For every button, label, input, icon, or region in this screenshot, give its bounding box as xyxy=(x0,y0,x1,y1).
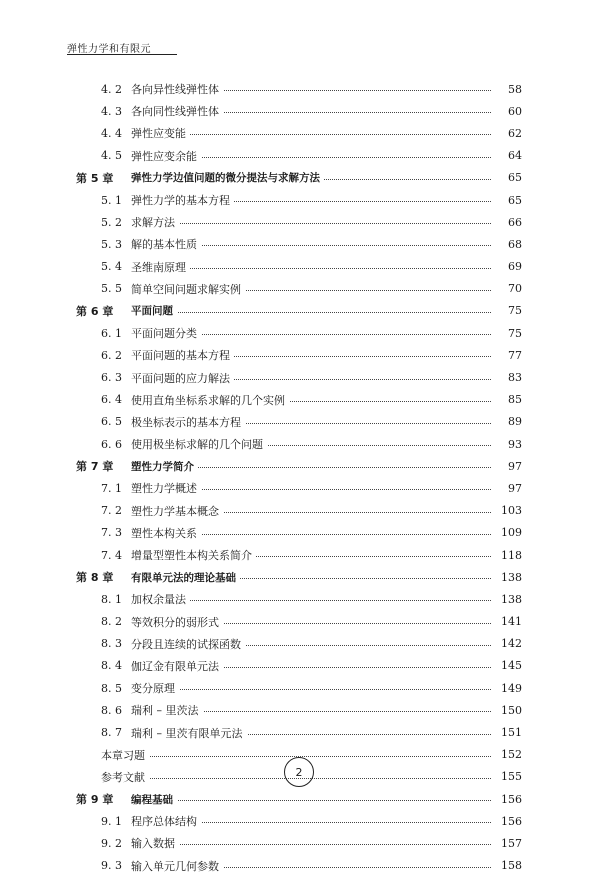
toc-entry-number: 5. 4 xyxy=(101,260,122,274)
toc-chapter-entry[interactable] xyxy=(0,788,596,810)
toc-entry-title: 平面问题 xyxy=(131,303,177,318)
toc-entry-number: 第 8 章 xyxy=(76,571,114,585)
toc-entry-number: 7. 4 xyxy=(101,548,122,562)
toc-entry-title: 塑性力学基本概念 xyxy=(131,503,223,519)
toc-entry[interactable] xyxy=(0,677,596,699)
toc-entry[interactable] xyxy=(0,189,596,211)
toc-entry-number: 6. 3 xyxy=(101,371,122,385)
toc-chapter-entry[interactable] xyxy=(0,566,596,588)
toc-entry-page: 69 xyxy=(492,260,522,273)
toc-entry[interactable] xyxy=(0,145,596,167)
toc-entry-number: 9. 3 xyxy=(101,859,122,873)
toc-entry-title: 加权余量法 xyxy=(131,591,190,607)
toc-entry[interactable] xyxy=(0,389,596,411)
toc-entry-title: 弹性力学的基本方程 xyxy=(131,192,234,208)
toc-entry-page: 89 xyxy=(492,415,522,428)
toc-entry-title: 本章习题 xyxy=(101,747,149,763)
toc-chapter-entry[interactable] xyxy=(0,300,596,322)
toc-entry-number: 第 9 章 xyxy=(76,793,114,807)
toc-entry-title: 弹性力学边值问题的微分提法与求解方法 xyxy=(131,170,324,185)
toc-entry-title: 弹性应变能 xyxy=(131,125,190,141)
toc-entry-page: 77 xyxy=(492,349,522,362)
leader-dots xyxy=(131,689,501,690)
toc-entry[interactable] xyxy=(0,522,596,544)
toc-entry-page: 75 xyxy=(492,327,522,340)
toc-entry-number: 7. 2 xyxy=(101,504,122,518)
toc-entry[interactable] xyxy=(0,411,596,433)
toc-entry[interactable] xyxy=(0,433,596,455)
leader-dots xyxy=(131,800,501,801)
toc-entry-number: 7. 3 xyxy=(101,526,122,540)
toc-entry-page: 156 xyxy=(492,815,522,828)
toc-entry-number: 4. 4 xyxy=(101,126,122,140)
toc-entry-page: 58 xyxy=(492,83,522,96)
toc-entry-title: 塑性力学概述 xyxy=(131,480,201,496)
toc-entry-page: 158 xyxy=(492,859,522,872)
toc-entry[interactable] xyxy=(0,366,596,388)
toc-entry-number: 8. 1 xyxy=(101,592,122,606)
toc-entry-number: 5. 3 xyxy=(101,237,122,251)
toc-entry-title: 输入单元几何参数 xyxy=(131,858,223,874)
toc-entry-number: 5. 1 xyxy=(101,193,122,207)
toc-entry-number: 8. 5 xyxy=(101,681,122,695)
toc-entry-number: 第 6 章 xyxy=(76,304,114,318)
toc-entry-number: 6. 1 xyxy=(101,326,122,340)
toc-entry-number: 5. 5 xyxy=(101,282,122,296)
running-header: 弹性力学和有限元 xyxy=(67,44,151,55)
toc-entry-title: 解的基本性质 xyxy=(131,236,201,252)
leader-dots xyxy=(131,844,501,845)
toc-entry-page: 151 xyxy=(492,726,522,739)
leader-dots xyxy=(131,756,501,757)
toc-entry-title: 变分原理 xyxy=(131,680,179,696)
toc-entry-title: 编程基础 xyxy=(131,792,177,807)
toc-entry-number: 8. 6 xyxy=(101,703,122,717)
toc-entry-page: 65 xyxy=(492,171,522,184)
toc-entry[interactable] xyxy=(0,78,596,100)
toc-entry-page: 75 xyxy=(492,304,522,317)
toc-entry-number: 8. 3 xyxy=(101,637,122,651)
toc-entry-number: 8. 7 xyxy=(101,726,122,740)
toc-entry-title: 参考文献 xyxy=(101,769,149,785)
toc-entry-page: 141 xyxy=(492,615,522,628)
toc-entry-page: 62 xyxy=(492,127,522,140)
leader-dots xyxy=(131,312,501,313)
toc-entry[interactable] xyxy=(0,256,596,278)
toc-entry-title: 使用直角坐标系求解的几个实例 xyxy=(131,392,289,408)
leader-dots xyxy=(131,223,501,224)
toc-entry-page: 138 xyxy=(492,571,522,584)
toc-entry-title: 伽辽金有限单元法 xyxy=(131,658,223,674)
toc-entry-title: 各向异性线弹性体 xyxy=(131,81,223,97)
toc-entry-number: 6. 5 xyxy=(101,415,122,429)
toc-entry-page: 64 xyxy=(492,149,522,162)
toc-entry-title: 平面问题分类 xyxy=(131,325,201,341)
toc-entry-number: 5. 2 xyxy=(101,215,122,229)
toc-entry-title: 等效积分的弱形式 xyxy=(131,614,223,630)
toc-entry-number: 6. 6 xyxy=(101,437,122,451)
toc-entry-page: 149 xyxy=(492,682,522,695)
toc-entry-number: 8. 2 xyxy=(101,615,122,629)
toc-entry-page: 97 xyxy=(492,460,522,473)
toc-entry-title: 塑性力学简介 xyxy=(131,459,198,474)
toc-entry-title: 塑性本构关系 xyxy=(131,525,201,541)
toc-entry[interactable] xyxy=(0,278,596,300)
toc-entry-number: 6. 4 xyxy=(101,393,122,407)
toc-entry-title: 平面问题的基本方程 xyxy=(131,347,234,363)
toc-entry-title: 瑞利 – 里茨有限单元法 xyxy=(131,725,247,741)
toc-entry[interactable] xyxy=(0,500,596,522)
toc-entry-title: 圣维南原理 xyxy=(131,259,190,275)
toc-entry-title: 平面问题的应力解法 xyxy=(131,370,234,386)
toc-entry-title: 使用极坐标求解的几个问题 xyxy=(131,436,267,452)
leader-dots xyxy=(131,778,501,779)
toc-entry-page: 152 xyxy=(492,748,522,761)
toc-entry-page: 109 xyxy=(492,526,522,539)
toc-entry-title: 极坐标表示的基本方程 xyxy=(131,414,245,430)
toc-entry-title: 输入数据 xyxy=(131,835,179,851)
toc-entry-page: 145 xyxy=(492,659,522,672)
toc-entry[interactable] xyxy=(0,855,596,877)
toc-entry-page: 70 xyxy=(492,282,522,295)
toc-entry-page: 155 xyxy=(492,770,522,783)
toc-entry[interactable] xyxy=(0,211,596,233)
toc-entry[interactable] xyxy=(0,344,596,366)
toc-entry[interactable] xyxy=(0,655,596,677)
toc-entry-number: 4. 2 xyxy=(101,82,122,96)
toc-entry-page: 138 xyxy=(492,593,522,606)
toc-entry-title: 有限单元法的理论基础 xyxy=(131,570,240,585)
toc-entry-title: 弹性应变余能 xyxy=(131,148,201,164)
toc-entry[interactable] xyxy=(0,633,596,655)
toc-entry-title: 增量型塑性本构关系简介 xyxy=(131,547,256,563)
header-rule xyxy=(67,54,177,55)
toc-entry-title: 分段且连续的试探函数 xyxy=(131,636,245,652)
toc-entry-title: 各向同性线弹性体 xyxy=(131,103,223,119)
toc-entry-page: 103 xyxy=(492,504,522,517)
toc-entry-number: 4. 3 xyxy=(101,104,122,118)
toc-entry[interactable] xyxy=(0,810,596,832)
toc-entry-page: 93 xyxy=(492,438,522,451)
toc-entry-number: 第 5 章 xyxy=(76,171,114,185)
toc-entry-number: 7. 1 xyxy=(101,481,122,495)
toc-entry[interactable] xyxy=(0,699,596,721)
toc-chapter-entry[interactable] xyxy=(0,455,596,477)
toc-entry-title: 瑞利 – 里茨法 xyxy=(131,702,203,718)
toc-entry-title: 程序总体结构 xyxy=(131,813,201,829)
toc-entry-number: 4. 5 xyxy=(101,149,122,163)
toc-entry-number: 6. 2 xyxy=(101,348,122,362)
toc-entry-page: 150 xyxy=(492,704,522,717)
toc-entry-number: 9. 1 xyxy=(101,814,122,828)
toc-entry[interactable] xyxy=(0,233,596,255)
toc-entry-page: 85 xyxy=(492,393,522,406)
toc-entry-number: 9. 2 xyxy=(101,836,122,850)
toc-entry[interactable] xyxy=(0,721,596,743)
toc-entry[interactable] xyxy=(0,832,596,854)
toc-entry[interactable] xyxy=(0,100,596,122)
toc-entry[interactable] xyxy=(0,122,596,144)
toc-entry[interactable] xyxy=(0,477,596,499)
toc-entry-number: 第 7 章 xyxy=(76,460,114,474)
toc-entry-page: 118 xyxy=(492,549,522,562)
toc-entry[interactable] xyxy=(0,611,596,633)
toc-entry[interactable] xyxy=(0,544,596,566)
toc-entry-page: 156 xyxy=(492,793,522,806)
toc-entry-page: 68 xyxy=(492,238,522,251)
toc-entry-page: 157 xyxy=(492,837,522,850)
toc-entry-page: 65 xyxy=(492,194,522,207)
toc-entry-page: 142 xyxy=(492,637,522,650)
toc-entry-page: 97 xyxy=(492,482,522,495)
toc-entry-page: 66 xyxy=(492,216,522,229)
toc-entry-title: 求解方法 xyxy=(131,214,179,230)
page-number: 2 xyxy=(284,757,314,787)
toc-entry-number: 8. 4 xyxy=(101,659,122,673)
toc-entry-page: 83 xyxy=(492,371,522,384)
toc-entry-title: 简单空间问题求解实例 xyxy=(131,281,245,297)
toc-chapter-entry[interactable] xyxy=(0,167,596,189)
toc-entry[interactable] xyxy=(0,588,596,610)
toc-entry[interactable] xyxy=(0,322,596,344)
toc-entry-page: 60 xyxy=(492,105,522,118)
